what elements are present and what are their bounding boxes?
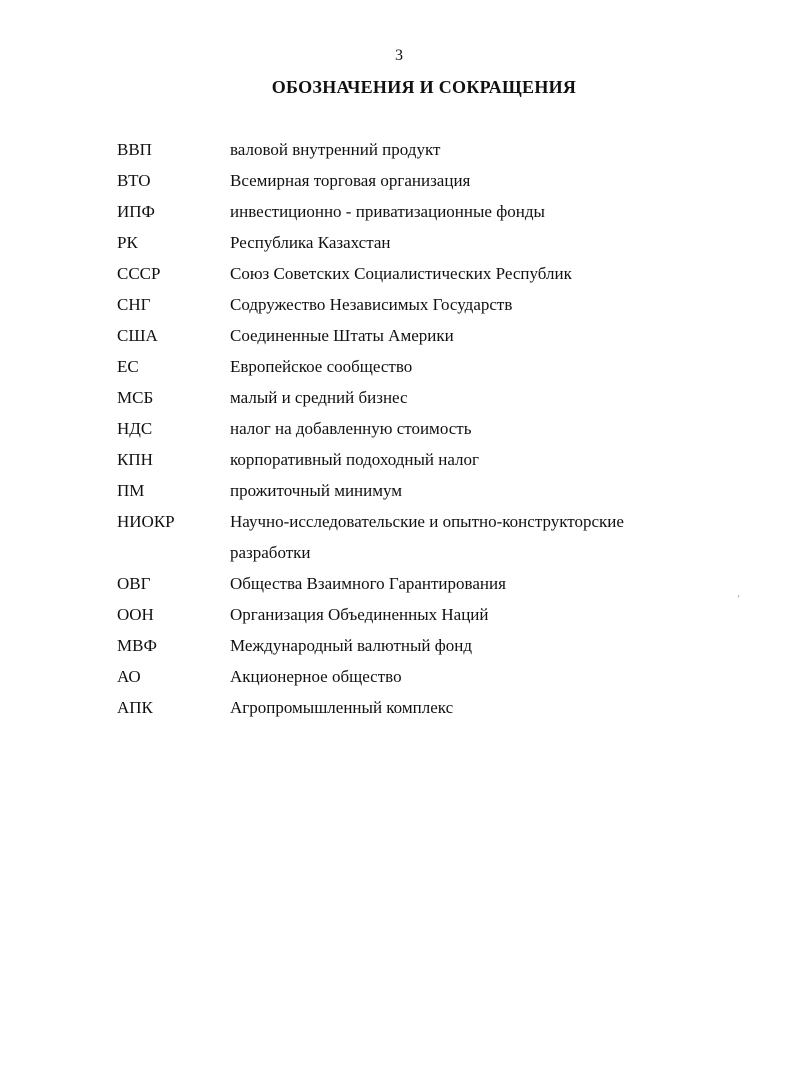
abbreviation-term: США <box>117 326 158 345</box>
abbreviation-row <box>117 599 777 630</box>
abbreviation-row <box>117 134 777 165</box>
abbreviation-row <box>117 382 777 413</box>
abbreviation-row <box>117 692 777 723</box>
abbreviation-term: ВТО <box>117 171 151 190</box>
abbreviation-definition: Общества Взаимного Гарантирования <box>230 574 506 593</box>
abbreviation-definition: Агропромышленный комплекс <box>230 698 454 717</box>
abbreviation-definition: Акционерное общество <box>230 667 402 686</box>
abbreviation-term: ИПФ <box>117 202 155 221</box>
abbreviation-row <box>117 196 777 227</box>
abbreviation-definition: Соединенные Штаты Америки <box>230 326 454 345</box>
abbreviation-definition: малый и средний бизнес <box>230 388 408 407</box>
abbreviation-term: ПМ <box>117 481 145 500</box>
abbreviation-definition: Международный валютный фонд <box>230 636 473 655</box>
abbreviation-term: СССР <box>117 264 161 283</box>
abbreviation-row <box>117 568 777 599</box>
abbreviation-definition: Организация Объединенных Наций <box>230 605 489 624</box>
abbreviation-term: ВВП <box>117 140 152 159</box>
abbreviation-definition: Республика Казахстан <box>230 233 391 252</box>
abbreviation-definition: Союз Советских Социалистических Республик <box>230 264 572 283</box>
abbreviation-list <box>117 134 777 723</box>
abbreviation-row <box>117 630 777 661</box>
abbreviation-row <box>117 475 777 506</box>
abbreviation-term: АПК <box>117 698 153 717</box>
abbreviation-term: ОВГ <box>117 574 151 593</box>
abbreviation-row <box>117 351 777 382</box>
abbreviation-term: НИОКР <box>117 512 175 531</box>
abbreviation-definition: налог на добавленную стоимость <box>230 419 472 438</box>
abbreviation-row <box>117 289 777 320</box>
abbreviation-definition: Всемирная торговая организация <box>230 171 471 190</box>
abbreviation-term: СНГ <box>117 295 151 314</box>
page-number: 3 <box>395 47 403 64</box>
page-title: ОБОЗНАЧЕНИЯ И СОКРАЩЕНИЯ <box>271 77 577 97</box>
abbreviation-row <box>117 165 777 196</box>
abbreviation-term: РК <box>117 233 138 252</box>
abbreviation-definition: Содружество Независимых Государств <box>230 295 513 314</box>
abbreviation-row <box>117 258 777 289</box>
abbreviation-row <box>117 227 777 258</box>
abbreviation-term: КПН <box>117 450 153 469</box>
abbreviation-definition: корпоративный подоходный налог <box>230 450 479 469</box>
abbreviation-definition: валовой внутренний продукт <box>230 140 441 159</box>
abbreviation-row <box>117 444 777 475</box>
abbreviation-definition: Научно-исследовательские и опытно-конструкторские разработки <box>230 512 624 562</box>
abbreviation-definition: инвестиционно - приватизационные фонды <box>230 202 545 221</box>
abbreviation-term: АО <box>117 667 141 686</box>
scan-mark: ' <box>738 594 740 603</box>
abbreviation-row <box>117 506 777 568</box>
abbreviation-definition: Европейское сообщество <box>230 357 413 376</box>
abbreviation-term: МВФ <box>117 636 157 655</box>
abbreviation-term: ЕС <box>117 357 139 376</box>
abbreviation-row <box>117 661 777 692</box>
abbreviation-term: НДС <box>117 419 153 438</box>
abbreviation-term: ООН <box>117 605 154 624</box>
abbreviation-definition: прожиточный минимум <box>230 481 403 500</box>
abbreviation-row <box>117 413 777 444</box>
abbreviation-row <box>117 320 777 351</box>
abbreviation-term: МСБ <box>117 388 154 407</box>
